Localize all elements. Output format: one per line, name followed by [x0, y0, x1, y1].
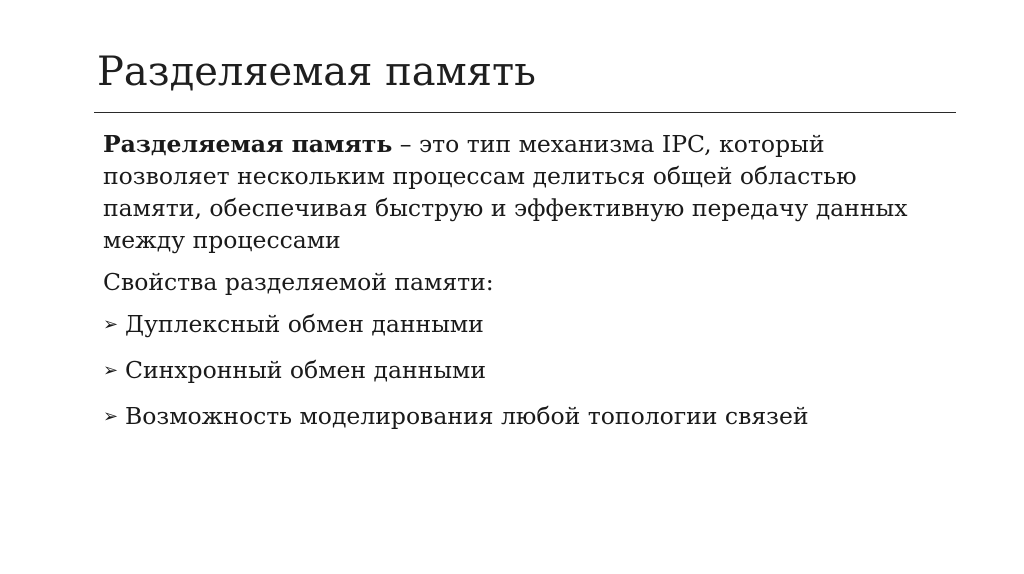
list-item [103, 310, 943, 341]
list-item-text: Возможность моделирования любой топологии связей [125, 402, 809, 430]
arrow-bullet-icon: ➢ [103, 406, 119, 427]
definition-term: Разделяемая память [103, 130, 393, 158]
arrow-bullet-icon: ➢ [103, 360, 119, 381]
list-item [103, 402, 943, 433]
properties-list [103, 310, 943, 433]
properties-heading: Свойства разделяемой памяти: [103, 268, 494, 296]
list-item [103, 356, 943, 387]
definition-text: – это тип механизма IPC, который позволяет нескольким процессам делиться общей областью памяти, обеспечивая быструю и эффективную передачу данных между процессами [103, 130, 908, 254]
arrow-bullet-icon: ➢ [103, 314, 119, 335]
list-item-text: Синхронный обмен данными [125, 356, 486, 384]
slide-title: Разделяемая память [97, 49, 536, 95]
definition-paragraph [103, 128, 943, 256]
list-item-text: Дуплексный обмен данными [125, 310, 484, 338]
slide-content [103, 128, 943, 433]
title-divider [94, 112, 956, 113]
